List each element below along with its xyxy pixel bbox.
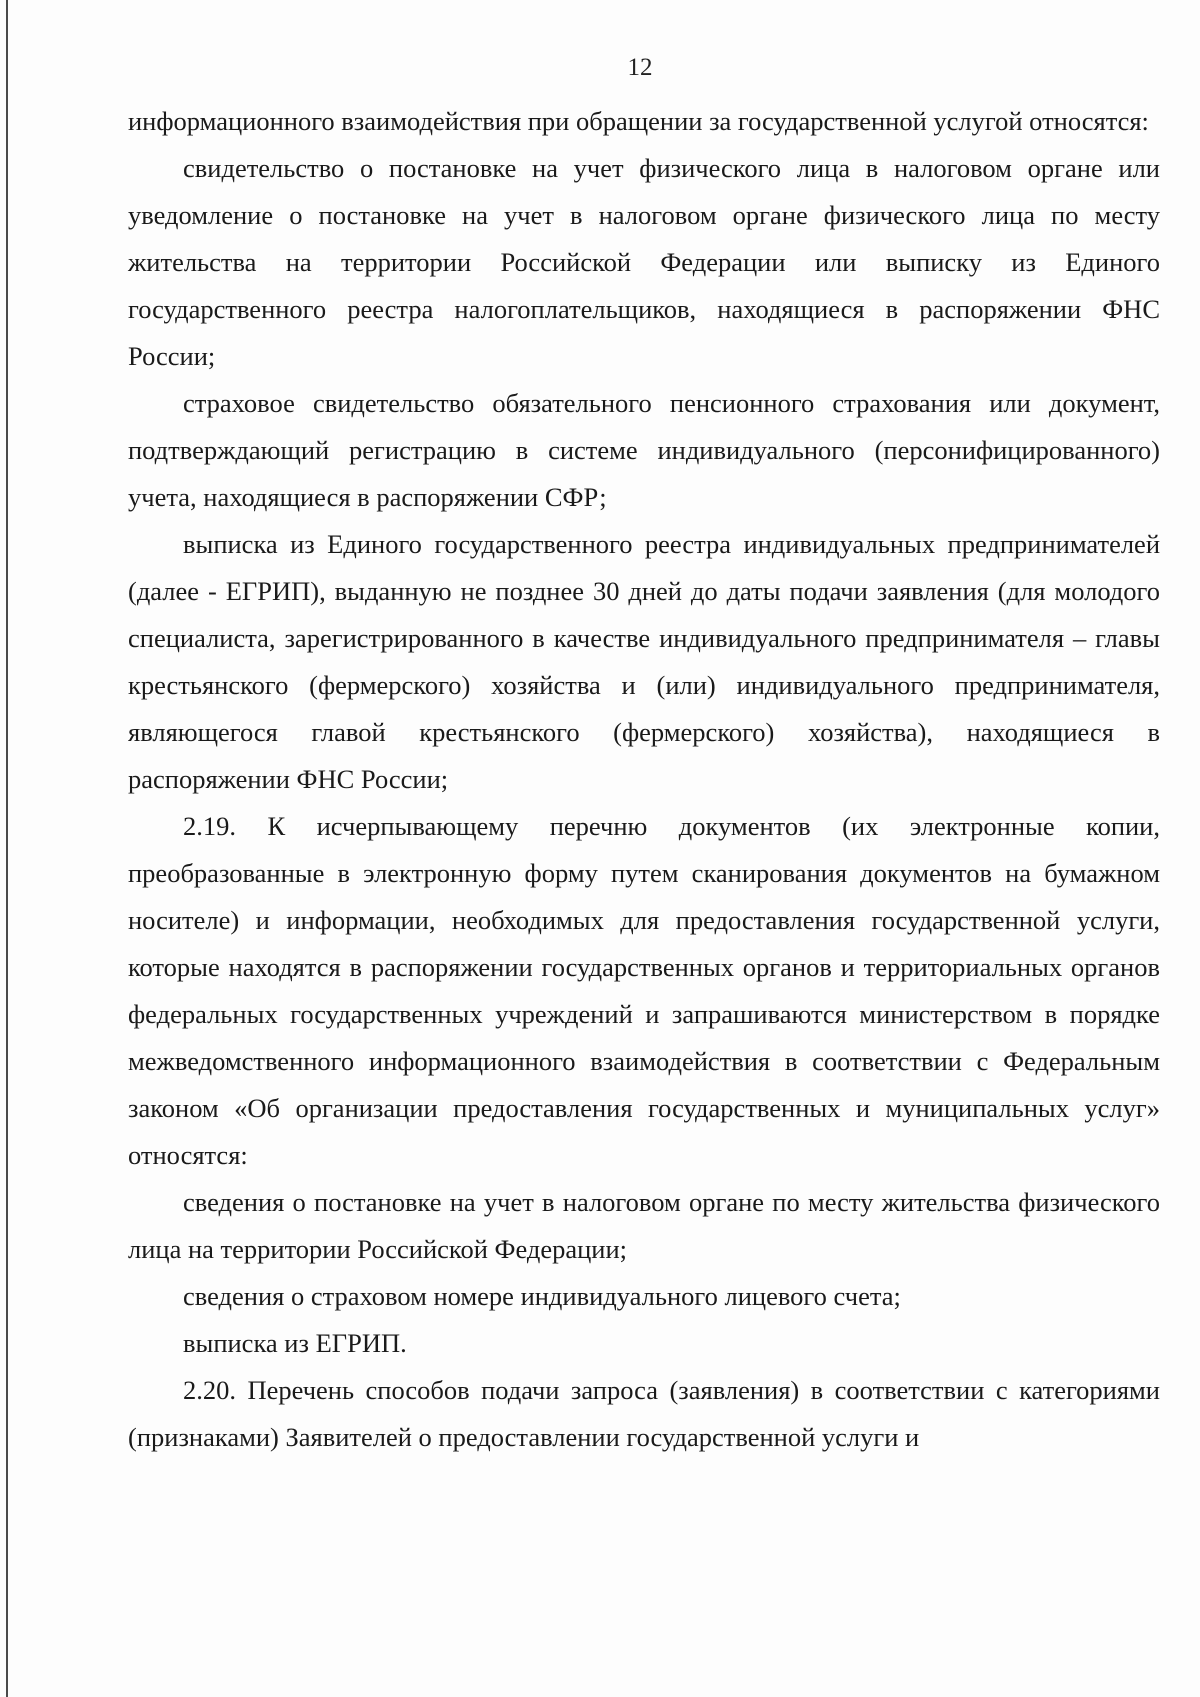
document-body xyxy=(128,98,1160,1461)
paragraph: 2.20. Перечень способов подачи запроса (заявления) в соответствии с категориями (признаками) Заявителей о предоставлении государственной услуги и xyxy=(128,1375,1160,1452)
paragraph: страховое свидетельство обязательного пенсионного страхования или документ, подтверждающий регистрацию в системе индивидуального (персонифицированного) учета, находящиеся в распоряжении СФР; xyxy=(128,388,1160,512)
paragraph: свидетельство о постановке на учет физического лица в налоговом органе или уведомление о постановке на учет в налоговом органе физического лица по месту жительства на территории Российской Федерации или выписку из Единого государственного реестра налогоплательщиков, находящиеся в распоряжении ФНС России; xyxy=(128,153,1160,371)
paragraph: выписка из ЕГРИП. xyxy=(183,1328,407,1358)
paragraph: информационного взаимодействия при обращении за государственной услугой относятся: xyxy=(128,106,1149,136)
page-number: 12 xyxy=(627,54,653,81)
paragraph: выписка из Единого государственного реестра индивидуальных предпринимателей (далее - ЕГРИП), выданную не позднее 30 дней до даты подачи заявления (для молодого специалиста, зарегистрированного в качестве индивидуального предпринимателя – главы крестьянского (фермерского) хозяйства и (или) индивидуального предпринимателя, являющегося главой крестьянского (фермерского) хозяйства), находящиеся в распоряжении ФНС России; xyxy=(128,529,1160,794)
paragraph: сведения о страховом номере индивидуального лицевого счета; xyxy=(183,1281,901,1311)
paragraph: 2.19. К исчерпывающему перечню документов (их электронные копии, преобразованные в электронную форму путем сканирования документов на бумажном носителе) и информации, необходимых для предоставления государственной услуги, которые находятся в распоряжении государственных органов и территориальных органов федеральных государственных учреждений и запрашиваются министерством в порядке межведомственного информационного взаимодействия в соответствии с Федеральным законом «Об организации предоставления государственных и муниципальных услуг» относятся: xyxy=(128,811,1160,1170)
paragraph: сведения о постановке на учет в налоговом органе по месту жительства физического лица на территории Российской Федерации; xyxy=(128,1187,1160,1264)
page-edge-line xyxy=(6,0,8,1697)
